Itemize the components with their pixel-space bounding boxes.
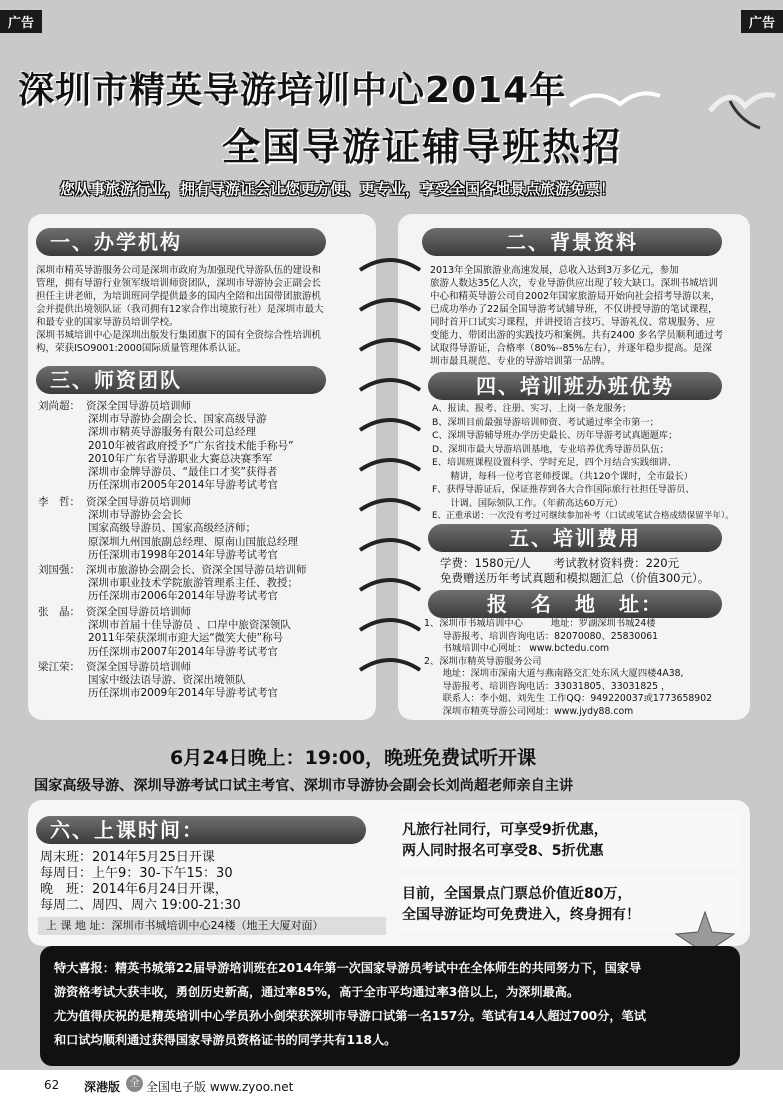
teacher-line: 历任深圳市2009年2014年导游考试考官: [88, 687, 278, 700]
teacher-line: 资深全国导游员培训师: [86, 606, 191, 618]
teacher-line: 历任深圳市2006年2014年导游考试考官: [88, 590, 278, 603]
trial-class-notice: 6月24日晚上：19:00，晚班免费试听开课: [170, 747, 537, 769]
address-text: [424, 618, 750, 718]
news-line: 和口试均顺利通过获得国家导游员资格证书的同学共有118人。: [54, 1033, 397, 1047]
promo-line: 目前，全国景点门票总价值近80万，: [402, 886, 632, 902]
teacher-line: 历任深圳市1998年2014年导游考试考官: [88, 548, 278, 561]
ad-label-left: 广告: [0, 10, 42, 33]
teacher-entry: [38, 400, 358, 492]
teacher-line: 深圳市导游协会会长: [88, 509, 183, 522]
teacher-line: 深圳市精英导游服务有限公司总经理: [88, 426, 256, 439]
address-line: 地址：深圳市深南大道与燕南路交汇处东风大厦四楼4A38,: [424, 668, 684, 679]
advantage-item: 计调、国际领队工作。（年薪高达60万元）: [432, 497, 623, 509]
website-link[interactable]: 全国电子版 www.zyoo.net: [146, 1080, 294, 1094]
teacher-line: 历任深圳市2007年2014年导游考试考官: [88, 645, 278, 658]
advantage-item: E、培训班课程设置科学、学时充足，四个月结合实践细讲、: [432, 457, 677, 468]
address-line: 导游报考、培训咨询电话：82070080、25830061: [424, 630, 659, 642]
teacher-line: 深圳市旅游协会副会长、资深全国导游员培训师: [86, 564, 307, 576]
advantage-item: 精讲，每科一位考官老师授课。（共120个课时，全市最长）: [432, 470, 693, 482]
text-line: 管理，拥有导游行业领军级培训师资团队，深圳市导游协会正副会长: [36, 278, 322, 289]
text-line: 同时首开口试实习课程，并讲授语言技巧、导游礼仪、常规服务、应: [430, 317, 716, 328]
text-line: 旅游人数达35亿人次，专业导游供应出现了较大缺口。深圳书城培训: [430, 278, 718, 289]
text-line: 试取得导游证，合格率（80%--85%左右），并逐年稳步提高。是深: [430, 343, 712, 354]
schedule-text: [40, 850, 380, 914]
background-text: [430, 264, 748, 368]
teacher-entry: [38, 496, 358, 562]
advantage-item: A、报读、报考、注册、实习、上岗一条龙服务；: [432, 403, 632, 414]
text-line: 深圳市精英导游服务公司是深圳市政府为加强现代导游队伍的建设和: [36, 265, 322, 276]
teacher-line: 国家中级法语导游、资深出境领队: [88, 674, 246, 687]
section-heading-fees: 五、培训费用: [428, 524, 722, 552]
text-line: 中心和精英导游公司自2002年国家旅游局开始向社会招考导游以来，: [430, 291, 721, 302]
advantage-item: C、深圳导游辅导班办学历史最长、历年导游考试真题题库；: [432, 430, 678, 441]
schedule-line: 每周二、周四、周六 19:00-21:30: [40, 898, 241, 913]
address-line: 深圳市精英导游公司网址：www.jydy88.com: [424, 705, 634, 717]
text-line: 已成功举办了22届全国导游考试辅导班，不仅讲授导游的笔试课程，: [430, 304, 718, 315]
tagline: 您从事旅游行业，拥有导游证会让您更方便、更专业，享受全国各地景点旅游免票！: [60, 180, 616, 198]
schedule-line: 每周日：上午9：30-下午15：30: [40, 866, 233, 881]
footer: [0, 1070, 783, 1100]
good-news-box: [40, 946, 740, 1066]
advantage-item: E、正重承诺：一次没有考过可继续参加补考（口试或笔试合格成绩保留半年）。: [432, 511, 734, 521]
news-line: 特大喜报：精英书城第22届导游培训班在2014年第一次国家导游员考试中在全体师生的共同努力下，国家导: [54, 961, 642, 975]
teacher-line: 深圳市职业技术学院旅游管理系主任、教授；: [88, 577, 298, 590]
promo-line: 两人同时报名可享受8、5折优惠: [402, 843, 604, 859]
promo-line: 全国导游证均可免费进入，终身拥有！: [402, 907, 640, 923]
text-line: 和最专业的国家导游员培训学校。: [36, 317, 179, 328]
section-heading-institution: 一、办学机构: [36, 228, 326, 256]
fee-line: 学费：1580元/人 考试教材资料费：220元: [440, 556, 680, 570]
teacher-line: 深圳市导游协会副会长、国家高级导游: [88, 413, 267, 426]
section-heading-advantages: 四、培训班办班优势: [428, 372, 722, 400]
text-line: 变能力、带团出游的实践技巧和案例。共有2400 多名学员顺利通过考: [430, 330, 724, 341]
lecturer-notice: 国家高级导游、深圳导游考试口试主考官、深圳市导游协会副会长刘尚超老师亲自主讲: [34, 778, 574, 794]
teacher-line: 历任深圳市2005年2014年导游考试考官: [88, 479, 278, 492]
teacher-name: 张 晶：: [38, 606, 80, 618]
sub-title: 全国导游证辅导班热招: [222, 125, 623, 169]
teacher-line: 资深全国导游员培训师: [86, 496, 191, 508]
address-line: 1、深圳市书城培训中心 地址：罗湖深圳书城24楼: [424, 618, 656, 629]
ticket-text: [402, 884, 640, 926]
advantage-item: F、获得导游证后，保证推荐到各大合作国际旅行社担任导游员、: [432, 484, 695, 495]
teacher-line: 国家高级导游员、国家高级经济师；: [88, 522, 256, 535]
text-line: 担任主讲老师，为培训班同学提供最多的国内全陪和出国带团旅游机: [36, 291, 322, 302]
text-line: 构，荣获ISO9001:2000国际质量管理体系认证。: [36, 343, 247, 354]
teacher-name: 刘国强：: [38, 564, 80, 576]
section-heading-background: 二、背景资料: [422, 228, 722, 256]
section-heading-address: 报 名 地 址：: [428, 590, 722, 618]
address-line: 联系人：李小姐、刘先生 工作QQ：949220037或1773658902: [424, 693, 713, 704]
edition-label: 深港版: [84, 1080, 121, 1094]
advantages-list: [432, 402, 750, 524]
teacher-entry: [38, 661, 358, 701]
teacher-entry: [38, 564, 358, 604]
address-line: 导游报考、培训咨询电话：33031805、33031825 ，: [424, 680, 671, 692]
text-line: 深圳书城培训中心是深圳出版发行集团旗下的国有全资综合性培训机: [36, 330, 322, 341]
section-heading-teachers: 三、师资团队: [36, 366, 326, 394]
section-heading-schedule: 六、上课时间：: [36, 816, 366, 844]
teacher-name: 李 哲：: [38, 496, 80, 508]
teacher-line: 资深全国导游员培训师: [86, 400, 191, 412]
teacher-entry: [38, 606, 358, 659]
text-line: 会并提供出境领队证（我司拥有12家合作出境旅行社）是深圳市最大: [36, 304, 324, 315]
teacher-line: 深圳市金牌导游员、“最佳口才奖”获得者: [88, 466, 278, 479]
text-line: 圳市最具规范、专业的导游培训第一品牌。: [430, 356, 611, 367]
edition-badge-icon: 全: [126, 1075, 143, 1092]
text-line: 2013年全国旅游业高速发展，总收入达到3万多亿元，参加: [430, 265, 679, 276]
ad-label-right: 广告: [741, 10, 783, 33]
teacher-line: 2010年广东省导游职业大赛总决赛季军: [88, 452, 273, 465]
fees-text: [440, 556, 740, 586]
advantage-item: D、深圳市最大导游培训基地，专业培养优秀导游员队伍；: [432, 443, 669, 455]
teacher-line: 深圳市首届十佳导游员 、口岸中旅资深领队: [88, 619, 291, 632]
main-title: 深圳市精英导游培训中心2014年: [18, 70, 567, 111]
schedule-line: 周末班：2014年5月25日开课: [40, 850, 215, 865]
discount-text: [402, 820, 608, 862]
page-number: 62: [44, 1078, 60, 1092]
promo-line: 凡旅行社同行，可享受9折优惠，: [402, 822, 608, 838]
teacher-name: 刘尚超：: [38, 400, 80, 412]
news-line: 游资格考试大获丰收，勇创历史新高，通过率85%，高于全市平均通过率3倍以上，为深圳最高。: [54, 985, 580, 999]
teacher-line: 2010年被省政府授予“广东省技术能手称号”: [88, 439, 294, 452]
schedule-line: 晚 班：2014年6月24日开课，: [40, 882, 228, 897]
fee-line: 免费赠送历年考试真题和模拟题汇总（价值300元）。: [440, 571, 710, 585]
address-line: 2、深圳市精英导游服务公司: [424, 655, 542, 667]
teacher-line: 资深全国导游员培训师: [86, 661, 191, 673]
institution-text: [36, 264, 371, 355]
advantage-item: B、深圳目前最强导游培训师资、考试通过率全市第一；: [432, 416, 659, 428]
teacher-line: 原深圳九州国旅副总经理、原南山国旅总经理: [88, 535, 298, 548]
teacher-line: 2011年荣获深圳市迎大运“微笑大使”称号: [88, 632, 284, 645]
teacher-name: 梁江荣：: [38, 661, 80, 673]
class-location: 上 课 地 址：深圳市书城培训中心24楼（地王大厦对面）: [38, 917, 386, 935]
address-line: 书城培训中心网址： www.bctedu.com: [424, 643, 610, 654]
news-line: 尤为值得庆祝的是精英培训中心学员孙小剑荣获深圳市导游口试第一名157分。笔试有14人超过700分，笔试: [54, 1009, 646, 1023]
